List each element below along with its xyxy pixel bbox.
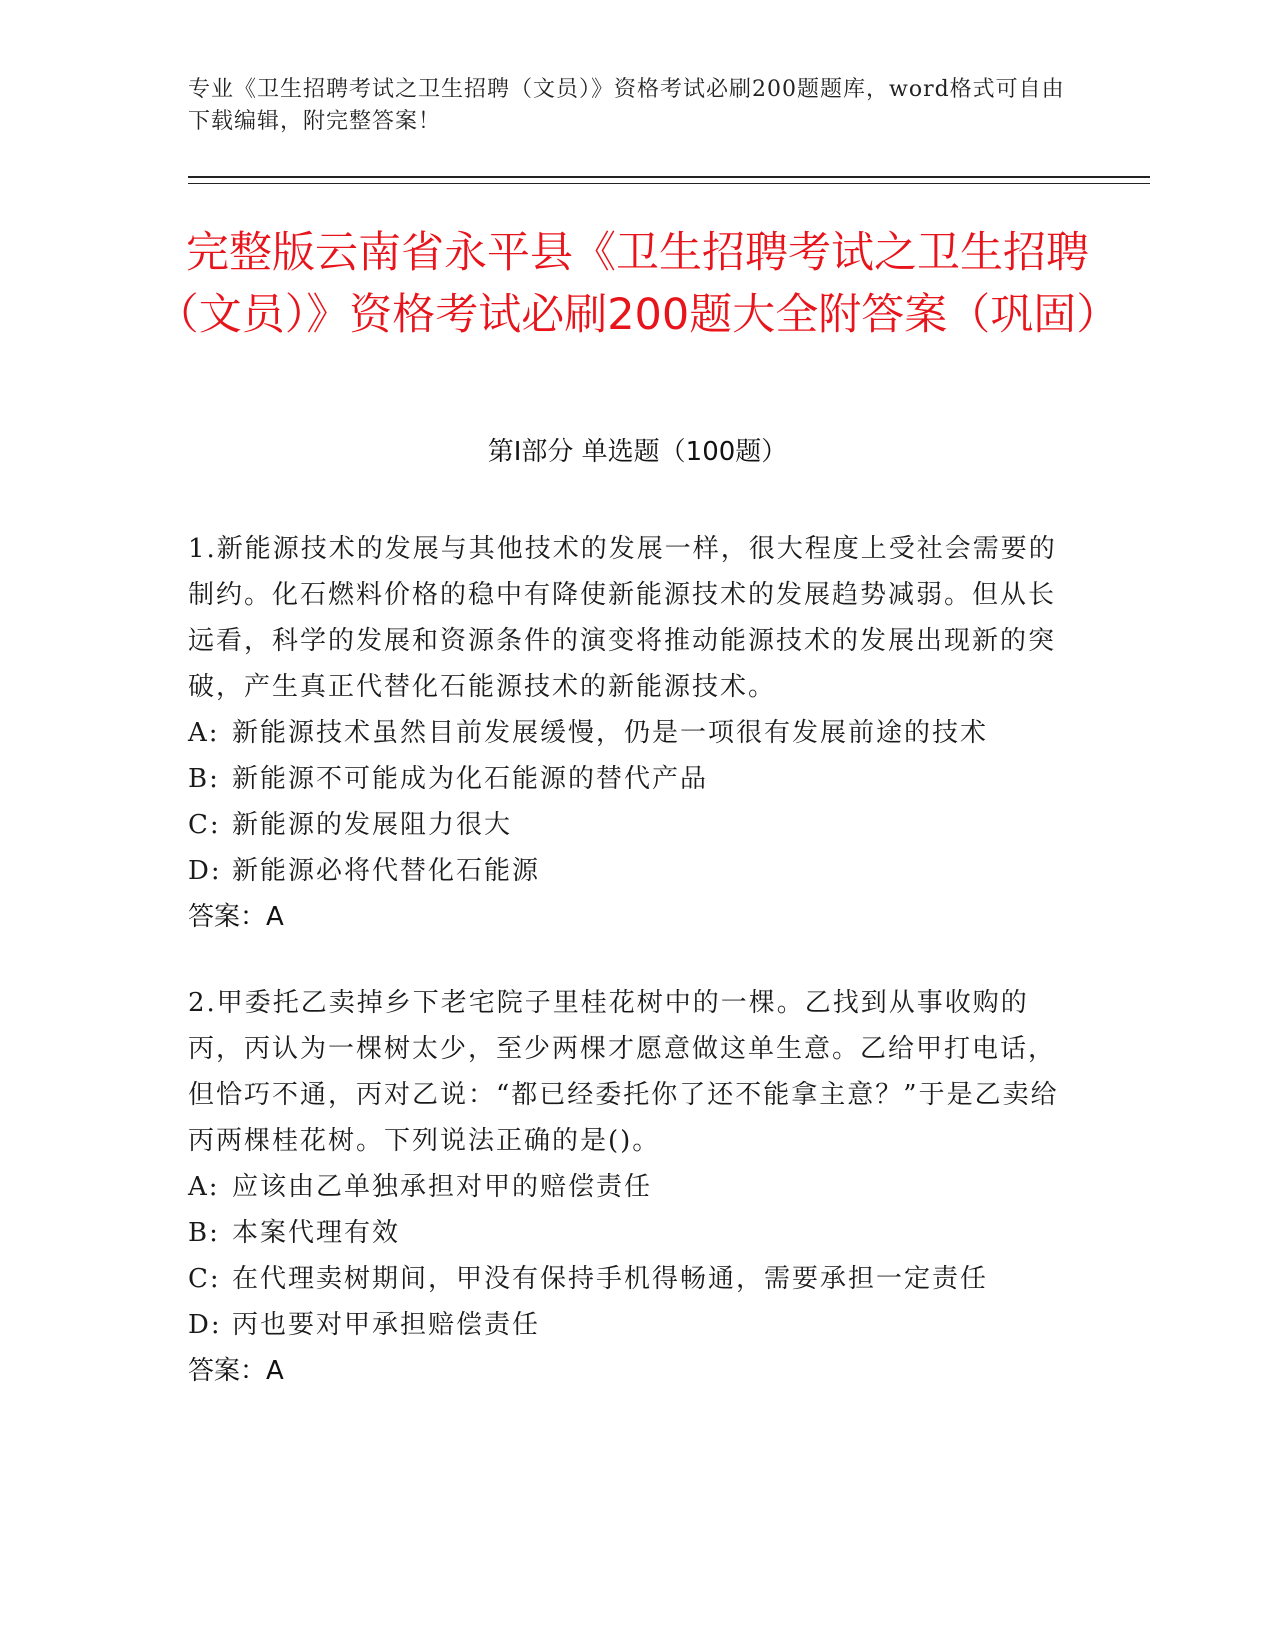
option-d [188,1302,1068,1348]
option-c [188,802,1068,848]
option-b [188,1210,1068,1256]
option-text: 新能源必将代替化石能源 [232,856,541,886]
option-text: 应该由乙单独承担对甲的赔偿责任 [232,1172,653,1202]
option-text: 丙也要对甲承担赔偿责任 [232,1310,541,1340]
header-rule-thick [188,176,1150,178]
header-note: 专业《卫生招聘考试之卫生招聘（文员）》资格考试必刷200题题库，word格式可自由下载编辑，附完整答案！ [188,77,1065,134]
option-text: 在代理卖树期间，甲没有保持手机得畅通，需要承担一定责任 [232,1264,989,1294]
section-title: 第I部分 单选题（100题） [487,437,788,467]
question-stem: 1.新能源技术的发展与其他技术的发展一样，很大程度上受社会需要的制约。化石燃料价格的稳中有降使新能源技术的发展趋势减弱。但从长远看，科学的发展和资源条件的演变将推动能源技术的发展出现新的突破，产生真正代替化石能源技术的新能源技术。 [188,534,1057,702]
option-text: 本案代理有效 [232,1218,401,1248]
question-stem: 2.甲委托乙卖掉乡下老宅院子里桂花树中的一棵。乙找到从事收购的丙，丙认为一棵树太少，至少两棵才愿意做这单生意。乙给甲打电话，但恰巧不通，丙对乙说：“都已经委托你了还不能拿主意？”于是乙卖给丙两棵桂花树。下列说法正确的是()。 [188,988,1059,1156]
option-a [188,710,1068,756]
option-b [188,756,1068,802]
question-2 [188,980,1068,1394]
option-key: A: [188,1172,220,1202]
question-1 [188,526,1068,940]
answer-line: 答案：A [188,902,284,932]
option-key: C: [188,1264,221,1294]
option-key: B: [188,764,220,794]
document-title: 完整版云南省永平县《卫生招聘考试之卫生招聘（文员）》资格考试必刷200题大全附答案（巩固） [155,228,1120,340]
option-text: 新能源的发展阻力很大 [232,810,513,840]
option-key: C: [188,810,221,840]
option-text: 新能源不可能成为化石能源的替代产品 [232,764,709,794]
answer-line: 答案：A [188,1356,284,1386]
option-a [188,1164,1068,1210]
option-d [188,848,1068,894]
option-key: B: [188,1218,220,1248]
header-rule-thin [188,183,1150,184]
option-key: D: [188,856,222,886]
option-key: A: [188,718,220,748]
option-key: D: [188,1310,222,1340]
option-text: 新能源技术虽然目前发展缓慢，仍是一项很有发展前途的技术 [232,718,989,748]
option-c [188,1256,1068,1302]
